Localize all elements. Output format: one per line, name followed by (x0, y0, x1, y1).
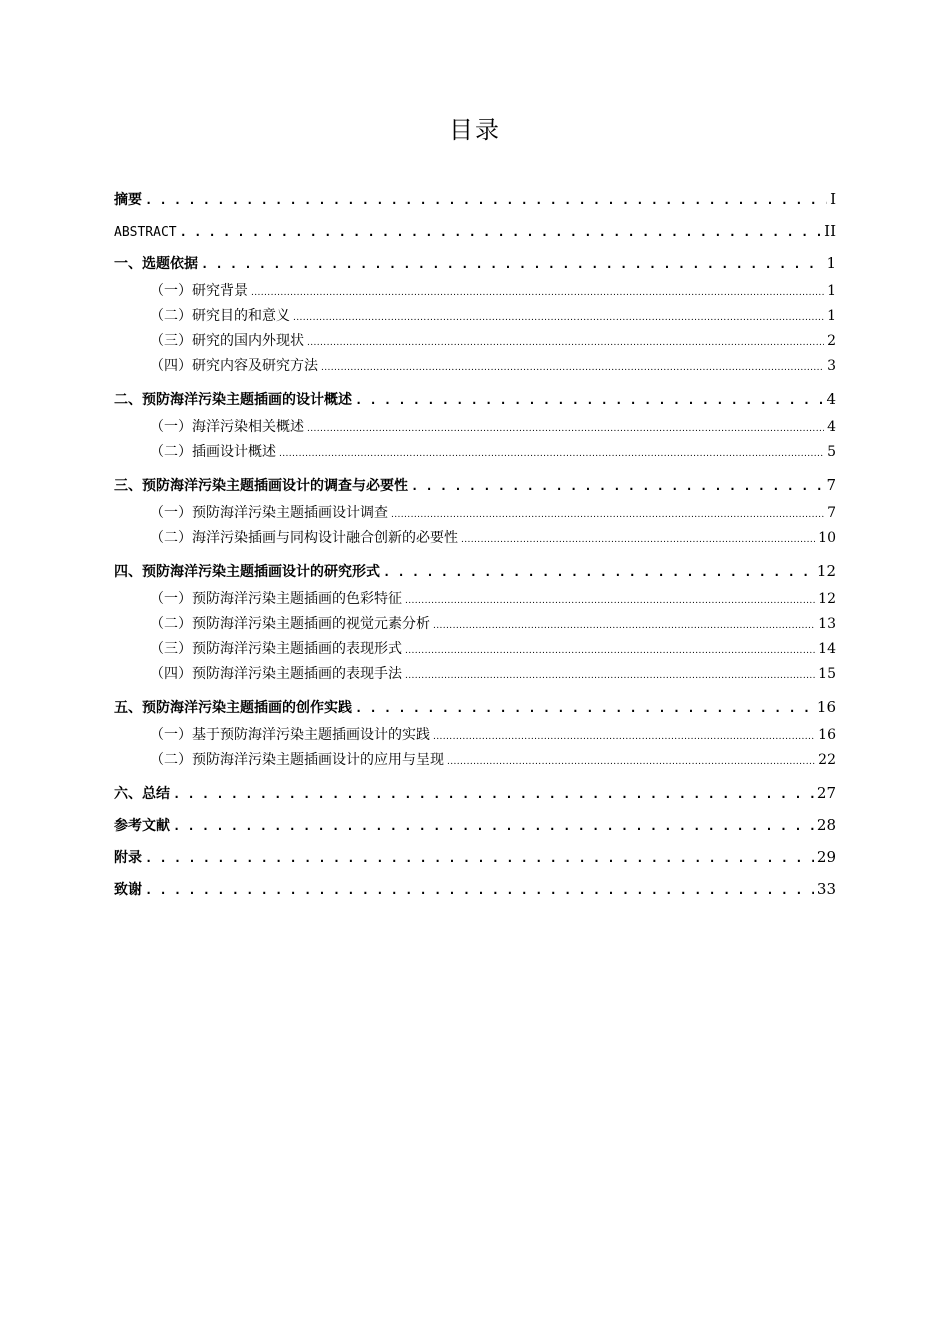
toc-entry-title: （二）预防海洋污染主题插画设计的应用与呈现 (150, 752, 444, 768)
toc-entry-title: （三）研究的国内外现状 (150, 333, 304, 349)
toc-entry-chapter[interactable] (114, 873, 836, 905)
toc-entry-title: 摘要 (114, 192, 142, 208)
toc-entry-section[interactable] (114, 748, 836, 773)
toc-entry-section[interactable] (114, 440, 836, 465)
toc-entry-chapter[interactable] (114, 555, 836, 587)
dot-leader (201, 248, 823, 280)
toc-entry-chapter[interactable] (114, 469, 836, 501)
toc-entry-title: （一）研究背景 (150, 283, 248, 299)
toc-entry-page-number: 4 (826, 390, 836, 408)
dot-leader (405, 587, 815, 614)
dot-leader (173, 810, 814, 842)
dot-leader (307, 329, 824, 356)
page-title: 目录 (449, 116, 501, 144)
toc-entry-section[interactable] (114, 637, 836, 662)
dot-leader (173, 778, 814, 810)
toc-entry-page-number: 29 (816, 848, 836, 866)
toc-entry-title: （二）海洋污染插画与同构设计融合创新的必要性 (150, 530, 458, 546)
toc-entry-chapter[interactable] (114, 809, 836, 841)
toc-entry-title: 二、预防海洋污染主题插画的设计概述 (114, 392, 352, 408)
toc-entry-title: 四、预防海洋污染主题插画设计的研究形式 (114, 564, 380, 580)
toc-entry-section[interactable] (114, 723, 836, 748)
table-of-contents (114, 183, 836, 905)
toc-entry-title: 五、预防海洋污染主题插画的创作实践 (114, 700, 352, 716)
dot-leader (279, 440, 824, 467)
toc-entry-page-number: 16 (818, 727, 836, 743)
dot-leader (145, 842, 814, 874)
dot-leader (145, 874, 814, 906)
toc-entry-section[interactable] (114, 526, 836, 551)
toc-entry-title: （二）研究目的和意义 (150, 308, 290, 324)
toc-entry-chapter[interactable] (114, 841, 836, 873)
toc-entry-page-number: I (830, 190, 836, 208)
toc-entry-title: 一、选题依据 (114, 256, 198, 272)
dot-leader (391, 501, 824, 528)
toc-entry-title: 附录 (114, 850, 142, 866)
toc-entry-page-number: 28 (816, 816, 836, 834)
toc-entry-page-number: 7 (826, 476, 836, 494)
dot-leader (180, 216, 822, 249)
toc-entry-chapter[interactable] (114, 215, 836, 247)
toc-entry-section[interactable] (114, 587, 836, 612)
toc-entry-page-number: 22 (818, 752, 836, 768)
toc-entry-section[interactable] (114, 279, 836, 304)
toc-entry-section[interactable] (114, 662, 836, 687)
toc-entry-page-number: 7 (827, 505, 836, 521)
toc-entry-page-number: 27 (816, 784, 836, 802)
toc-entry-title: （一）预防海洋污染主题插画设计调查 (150, 505, 388, 521)
toc-entry-title: （一）预防海洋污染主题插画的色彩特征 (150, 591, 402, 607)
toc-entry-section[interactable] (114, 329, 836, 354)
toc-entry-chapter[interactable] (114, 777, 836, 809)
toc-entry-title: （二）插画设计概述 (150, 444, 276, 460)
toc-entry-section[interactable] (114, 612, 836, 637)
toc-entry-section[interactable] (114, 354, 836, 379)
toc-entry-title: （三）预防海洋污染主题插画的表现形式 (150, 641, 402, 657)
toc-entry-title: 三、预防海洋污染主题插画设计的调查与必要性 (114, 478, 408, 494)
dot-leader (307, 415, 824, 442)
dot-leader (321, 354, 824, 381)
toc-entry-section[interactable] (114, 304, 836, 329)
dot-leader (145, 184, 827, 216)
dot-leader (405, 637, 815, 664)
toc-entry-page-number: 2 (827, 333, 836, 349)
toc-entry-page-number: 13 (818, 616, 836, 632)
toc-entry-page-number: 5 (827, 444, 836, 460)
toc-entry-page-number: 10 (818, 530, 836, 546)
dot-leader (461, 526, 815, 553)
dot-leader (433, 723, 815, 750)
toc-entry-page-number: 16 (816, 698, 836, 716)
toc-entry-chapter[interactable] (114, 183, 836, 215)
toc-entry-title: （一）海洋污染相关概述 (150, 419, 304, 435)
dot-leader (355, 384, 823, 416)
toc-entry-title: 六、总结 (114, 786, 170, 802)
dot-leader (447, 748, 815, 775)
dot-leader (411, 470, 823, 502)
toc-entry-title: （一）基于预防海洋污染主题插画设计的实践 (150, 727, 430, 743)
toc-entry-title: 致谢 (114, 882, 142, 898)
toc-entry-page-number: 12 (818, 591, 836, 607)
toc-entry-title: （二）预防海洋污染主题插画的视觉元素分析 (150, 616, 430, 632)
dot-leader (405, 662, 815, 689)
toc-entry-section[interactable] (114, 501, 836, 526)
toc-entry-page-number: 33 (816, 880, 836, 898)
toc-entry-page-number: 3 (827, 358, 836, 374)
toc-entry-page-number: 15 (818, 666, 836, 682)
toc-entry-chapter[interactable] (114, 247, 836, 279)
toc-entry-title: 参考文献 (114, 818, 170, 834)
dot-leader (251, 279, 824, 306)
toc-entry-page-number: 14 (818, 641, 836, 657)
toc-entry-chapter[interactable] (114, 691, 836, 723)
toc-entry-page-number: 4 (827, 419, 836, 435)
toc-entry-title: （四）预防海洋污染主题插画的表现手法 (150, 666, 402, 682)
toc-entry-title: ABSTRACT (114, 225, 177, 240)
dot-leader (433, 612, 815, 639)
dot-leader (383, 556, 814, 588)
toc-entry-page-number: 12 (816, 562, 836, 580)
toc-entry-page-number: 1 (827, 283, 836, 299)
dot-leader (293, 304, 824, 331)
dot-leader (355, 692, 814, 724)
toc-entry-page-number: II (824, 222, 836, 240)
toc-entry-page-number: 1 (826, 254, 836, 272)
toc-entry-title: （四）研究内容及研究方法 (150, 358, 318, 374)
toc-entry-chapter[interactable] (114, 383, 836, 415)
toc-entry-section[interactable] (114, 415, 836, 440)
toc-entry-page-number: 1 (827, 308, 836, 324)
